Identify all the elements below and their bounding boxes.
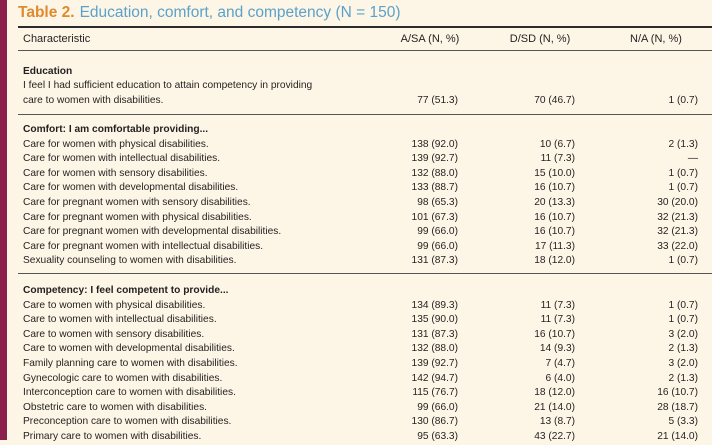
table-number: Table 2. (18, 4, 75, 21)
row-na-value: 2 (1.3) (668, 372, 698, 384)
row-asa-value: 95 (63.3) (417, 431, 458, 442)
row-dsd-value: 16 (10.7) (534, 226, 575, 238)
header-rule (18, 50, 712, 51)
row-na-value: 5 (3.3) (668, 416, 698, 428)
section-divider (18, 114, 712, 115)
table-row (0, 211, 712, 226)
row-characteristic: Gynecologic care to women with disabilities. (23, 372, 223, 384)
header-characteristic: Characteristic (23, 33, 91, 45)
row-na-value: — (687, 153, 698, 165)
row-characteristic: Care to women with physical disabilities. (23, 299, 206, 311)
row-dsd-value: 18 (12.0) (534, 387, 575, 399)
row-characteristic: Obstetric care to women with disabilities. (23, 401, 208, 413)
table-row (0, 313, 712, 328)
row-characteristic: Care to women with intellectual disabilities. (23, 314, 217, 326)
row-dsd-value: 18 (12.0) (534, 255, 575, 267)
row-dsd-value: 11 (7.3) (540, 299, 575, 311)
row-characteristic: Preconception care to women with disabilities. (23, 416, 232, 428)
table-row (0, 167, 712, 182)
table-row (0, 94, 712, 109)
row-asa-value: 77 (51.3) (417, 94, 458, 106)
row-characteristic: Care for pregnant women with developmental disabilities. (23, 226, 282, 238)
table-row (0, 299, 712, 314)
header-asa: A/SA (N, %) (400, 33, 460, 45)
row-asa-value: 99 (66.0) (417, 240, 458, 252)
row-na-value: 30 (20.0) (657, 197, 698, 208)
row-dsd-value: 17 (11.3) (534, 240, 575, 252)
row-dsd-value: 7 (4.7) (545, 358, 575, 369)
row-asa-value: 101 (67.3) (411, 211, 458, 223)
table-row (0, 225, 712, 240)
row-characteristic: Interconception care to women with disabilities. (23, 387, 236, 399)
row-asa-value: 131 (87.3) (411, 328, 458, 340)
section-heading (0, 284, 712, 299)
section-divider (18, 273, 712, 274)
row-na-value: 21 (14.0) (657, 431, 698, 442)
table-title (18, 3, 401, 23)
table-row (0, 181, 712, 196)
row-asa-value: 134 (89.3) (411, 299, 458, 311)
table-row (0, 328, 712, 343)
row-na-value: 1 (0.7) (668, 94, 698, 106)
row-na-value: 1 (0.7) (668, 255, 698, 267)
table-row (0, 357, 712, 372)
row-dsd-value: 43 (22.7) (534, 431, 575, 442)
row-na-value: 28 (18.7) (657, 401, 698, 413)
row-asa-value: 132 (88.0) (411, 167, 458, 179)
header-dsd: D/SD (N, %) (509, 33, 571, 45)
header-na: N/A (N, %) (630, 33, 682, 45)
row-dsd-value: 16 (10.7) (534, 211, 575, 223)
row-dsd-value: 10 (6.7) (539, 138, 575, 150)
row-characteristic: Care for pregnant women with sensory disabilities. (23, 197, 251, 208)
row-na-value: 1 (0.7) (668, 299, 698, 311)
row-characteristic: Family planning care to women with disabilities. (23, 358, 238, 369)
row-dsd-value: 20 (13.3) (534, 197, 575, 208)
row-asa-value: 99 (66.0) (417, 226, 458, 238)
row-asa-value: 139 (92.7) (411, 358, 458, 369)
row-asa-value: 131 (87.3) (411, 255, 458, 267)
row-asa-value: 115 (76.7) (412, 387, 458, 399)
section-heading-label: Comfort: I am comfortable providing... (23, 124, 209, 135)
row-characteristic: Care for women with physical disabilities. (23, 138, 209, 150)
row-na-value: 1 (0.7) (668, 314, 698, 326)
row-asa-value: 132 (88.0) (411, 343, 458, 355)
row-characteristic: Care to women with sensory disabilities. (23, 328, 205, 340)
row-dsd-value: 15 (10.0) (534, 167, 575, 179)
row-na-value: 3 (2.0) (668, 328, 698, 340)
row-na-value: 33 (22.0) (657, 240, 698, 252)
section-heading-label: Competency: I feel competent to provide... (23, 285, 229, 296)
row-na-value: 1 (0.7) (668, 167, 698, 179)
top-rule (18, 26, 712, 28)
table-row (0, 138, 712, 153)
row-na-value: 32 (21.3) (657, 211, 698, 223)
table-row (0, 372, 712, 387)
row-characteristic: Care to women with developmental disabilities. (23, 343, 235, 355)
row-asa-value: 135 (90.0) (411, 314, 458, 326)
table-row (0, 386, 712, 401)
section-heading (0, 123, 712, 138)
row-characteristic: I feel I had sufficient education to attain competency in providing (23, 80, 313, 92)
row-characteristic: Care for pregnant women with physical disabilities. (23, 211, 252, 223)
row-asa-value: 142 (94.7) (411, 372, 458, 384)
row-asa-value: 138 (92.0) (411, 138, 458, 150)
section-heading (0, 65, 712, 80)
row-dsd-value: 11 (7.3) (540, 153, 575, 165)
row-characteristic: Primary care to women with disabilities. (23, 431, 202, 442)
row-na-value: 2 (1.3) (668, 343, 698, 355)
row-characteristic: Care for women with developmental disabilities. (23, 182, 239, 194)
table-row (0, 342, 712, 357)
row-na-value: 2 (1.3) (668, 138, 698, 150)
table-row (0, 79, 712, 94)
section-heading-label: Education (23, 65, 73, 77)
table-row (0, 415, 712, 430)
row-asa-value: 99 (66.0) (417, 401, 458, 413)
row-dsd-value: 11 (7.3) (540, 314, 575, 326)
table-row (0, 196, 712, 211)
row-dsd-value: 6 (4.0) (545, 372, 575, 384)
table-caption: Education, comfort, and competency (N = 150) (79, 4, 401, 21)
row-characteristic: Care for pregnant women with intellectual disabilities. (23, 240, 264, 252)
row-asa-value: 130 (86.7) (411, 416, 458, 428)
table-row (0, 254, 712, 269)
table-row (0, 240, 712, 255)
row-dsd-value: 14 (9.3) (539, 343, 575, 355)
table-header-row (0, 31, 712, 47)
row-asa-value: 133 (88.7) (411, 182, 458, 194)
row-dsd-value: 21 (14.0) (534, 401, 575, 413)
row-asa-value: 98 (65.3) (417, 197, 458, 208)
table-row (0, 401, 712, 416)
row-characteristic: Care for women with intellectual disabilities. (23, 153, 221, 165)
row-characteristic: Care for women with sensory disabilities. (23, 167, 208, 179)
table-row (0, 152, 712, 167)
row-na-value: 1 (0.7) (668, 182, 698, 194)
row-dsd-value: 16 (10.7) (534, 328, 575, 340)
row-characteristic: Sexuality counseling to women with disabilities. (23, 255, 237, 267)
table-row (0, 430, 712, 445)
row-na-value: 32 (21.3) (657, 226, 698, 238)
row-characteristic: care to women with disabilities. (23, 94, 164, 106)
row-na-value: 3 (2.0) (668, 358, 698, 369)
row-dsd-value: 16 (10.7) (534, 182, 575, 194)
row-dsd-value: 70 (46.7) (534, 94, 575, 106)
row-dsd-value: 13 (8.7) (539, 416, 575, 428)
row-asa-value: 139 (92.7) (411, 153, 458, 165)
row-na-value: 16 (10.7) (657, 387, 698, 399)
